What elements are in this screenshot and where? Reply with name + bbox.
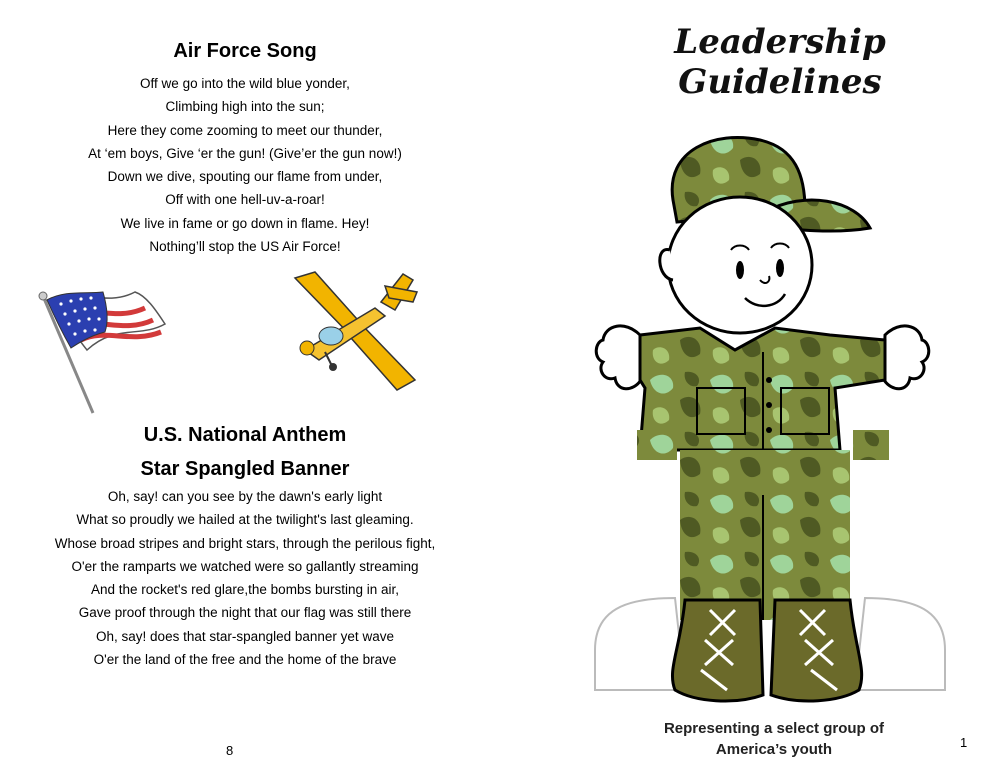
lyric-line: Oh, say! can you see by the dawn's early light [107, 489, 383, 504]
lyric-line: Off we go into the wild blue yonder, [140, 76, 350, 91]
lyric-line: What so proudly we hailed at the twilight's last gleaming. [76, 512, 414, 528]
anthem-title: U.S. National Anthem [143, 424, 347, 446]
lyric-line: And the rocket's red glare,the bombs bursting in air, [91, 582, 399, 598]
caption-line-2: America’s youth [715, 741, 833, 758]
airplane-image [285, 268, 425, 398]
page-number-left: 8 [226, 743, 234, 758]
caption-line-1: Representing a select group of [663, 720, 885, 737]
lyric-line: Off with one hell-uv-a-roar! [165, 192, 325, 208]
air-force-song-lyrics [0, 72, 490, 258]
caption [600, 718, 948, 760]
lyric-line: O'er the land of the free and the home of the brave [93, 652, 397, 668]
lyric-line: O'er the ramparts we watched were so gallantly streaming [71, 558, 419, 574]
page-number-right: 1 [960, 735, 968, 750]
lyric-line: At ‘em boys, Give ‘er the gun! (Give’er the gun now!) [88, 145, 402, 161]
air-force-song-title: Air Force Song [173, 40, 317, 62]
lyric-line: Down we dive, spouting our flame from under, [107, 169, 383, 185]
american-flag-image [35, 278, 175, 418]
lyric-line: We live in fame or go down in flame. Hey! [120, 215, 370, 231]
anthem-subtitle: Star Spangled Banner [140, 458, 350, 480]
anthem-lyrics [0, 485, 490, 671]
left-page [0, 0, 490, 768]
lyric-line: Nothing’ll stop the US Air Force! [149, 239, 341, 255]
lyric-line: Gave proof through the night that our flag was still there [78, 605, 412, 621]
lyric-line: Whose broad stripes and bright stars, through the perilous fight, [54, 535, 436, 551]
lyric-line: Climbing high into the sun; [165, 99, 325, 115]
leadership-title: Leadership Guidelines [674, 22, 886, 102]
lyric-line: Here they come zooming to meet our thunder, [107, 122, 383, 138]
lyric-line: Oh, say! does that star-spangled banner yet wave [96, 628, 394, 644]
soldier-kid-illustration [585, 130, 955, 715]
